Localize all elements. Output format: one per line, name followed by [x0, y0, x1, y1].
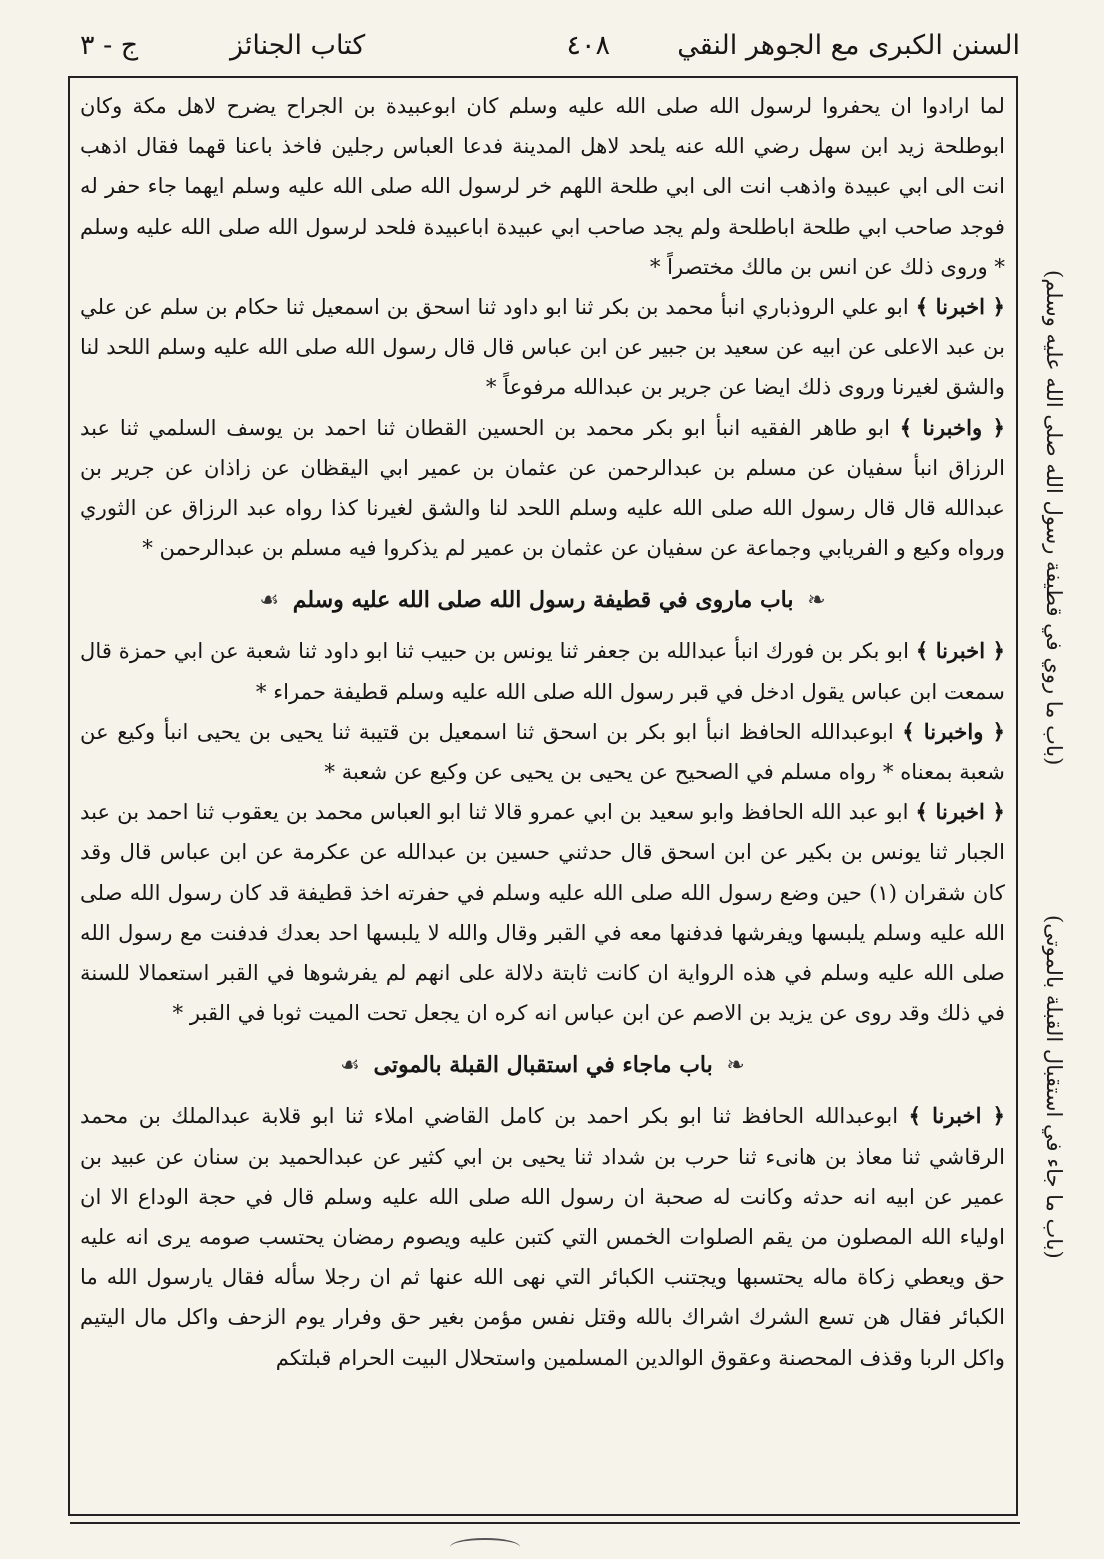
paragraph-text: ابوعبدالله الحافظ انبأ ابو بكر بن اسحق ثنا اسمعيل بن قتيبة ثنا يحيى بن يحيى انبأ وكيع عن شعبة بمعناه * رواه مسلم في الصحيح عن يحيى بن يحيى عن وكيع عن شعبة *	[80, 718, 1005, 785]
section-heading	[80, 1043, 1005, 1088]
source-marker: ﴿ اخبرنا ﴾	[915, 638, 1005, 664]
paragraph	[80, 792, 1005, 1033]
page-footer	[70, 1522, 1020, 1559]
paragraph-text: لما ارادوا ان يحفروا لرسول الله صلى الله عليه وسلم كان ابوعبيدة بن الجراح يضرح لاهل مكة وكان ابوطلحة زيد ابن سهل رضي الله عنه يلحد لاهل المدينة فدعا العباس رجلين فاخذ باعنا قهما فقال اذهب انت الى ابي عبيدة واذهب انت الى ابي طلحة اللهم خر لرسول الله صلى الله عليه وسلم ايهما جاء حفر له فوجد صاحب ابي طلحة اباطلحة ولم يجد صاحب ابي عبيدة اباعبيدة فلحد لرسول الله صلى الله عليه وسلم * وروى ذلك عن انس بن مالك مختصراً *	[80, 93, 1005, 279]
section-heading-text: باب ماروى في قطيفة رسول الله صلى الله عليه وسلم	[292, 587, 794, 614]
source-marker: ﴿ واخبرنا ﴾	[902, 718, 1005, 744]
paragraph	[80, 1096, 1005, 1377]
volume-number: ج - ٣	[80, 30, 139, 61]
page-header	[70, 30, 1020, 74]
paragraph-text: ابو بكر بن فورك انبأ عبدالله بن جعفر ثنا يونس بن حبيب ثنا ابو داود ثنا شعبة عن ابي حمزة قال سمعت ابن عباس يقول ادخل في قبر رسول الله صلى الله عليه وسلم قطيفة حمراء *	[80, 638, 1005, 704]
margin-note: (باب ما روي في قطيفة رسول الله صلى الله عليه وسلم)	[1042, 270, 1066, 766]
source-marker: ﴿ اخبرنا ﴾	[915, 294, 1005, 320]
margin-note: (باب ما جاء في استقبال القبلة بالموتى)	[1042, 915, 1066, 1259]
paragraph-text: ابو عبد الله الحافظ وابو سعيد بن ابي عمرو قالا ثنا ابو العباس محمد بن يعقوب ثنا احمد بن عبد الجبار ثنا يونس بن بكير عن ابن اسحق قال حدثني حسين بن عبدالله عن عكرمة عن ابن عباس قال وقد كان شقران (١) حين وضع رسول الله صلى الله عليه وسلم في حفرته اخذ قطيفة قد كان رسول الله صلى الله عليه وسلم يلبسها ويفرشها فدفنها معه في القبر وقال والله لا يلبسها احد بعدك فدفنت مع رسول الله صلى الله عليه وسلم في هذه الرواية ان كانت ثابتة دلالة على انهم لم يفرشوها في القبر استعمالا للسنة في ذلك وقد روى عن يزيد بن الاصم عن ابن عباس انه كره ان يجعل تحت الميت ثوبا في القبر *	[80, 799, 1005, 1026]
paragraph-text: ابوعبدالله الحافظ ثنا ابو بكر احمد بن كامل القاضي املاء ثنا ابو قلابة عبدالملك بن محمد الرقاشي ثنا معاذ بن هانىء ثنا حرب بن شداد ثنا يحيى بن ابي كثير عن عبدالحميد بن سنان عن عبيد بن عمير عن ابيه انه حدثه وكانت له صحبة ان رسول الله صلى الله عليه وسلم قال في حجة الوداع الا ان اولياء الله المصلون من يقم الصلوات الخمس التي كتبن عليه ويصوم رمضان يحتسب صومه يرى انه عليه حق ويعطي زكاة ماله يحتسبها ويجتنب الكبائر التي نهى الله عنها ثم ان رجلا سأله فقال يارسول الله ما الكبائر فقال هن تسع الشرك اشراك بالله وقتل نفس مؤمن بغير حق وفرار يوم الزحف واكل مال اليتيم واكل الربا وقذف المحصنة وعقوق الوالدين المسلمين واستحلال البيت الحرام قبلتكم	[80, 1103, 1005, 1370]
chapter-title: كتاب الجنائز	[230, 30, 366, 61]
paragraph	[80, 287, 1005, 408]
ornament-icon: ❧	[726, 1053, 745, 1079]
section-heading-text: باب ماجاء في استقبال القبلة بالموتى	[373, 1052, 713, 1079]
paragraph	[80, 712, 1005, 792]
ornament-icon: ☙	[259, 588, 280, 614]
page-content	[80, 86, 1005, 1506]
paragraph-text: ابو علي الروذباري انبأ محمد بن بكر ثنا ابو داود ثنا اسحق بن اسمعيل ثنا حكام بن سلم عن علي بن عبد الاعلى عن ابيه عن سعيد بن جبير عن ابن عباس قال قال رسول الله صلى الله عليه وسلم اللحد لنا والشق لغيرنا وروى ذلك ايضا عن جرير بن عبدالله مرفوعاً *	[80, 294, 1005, 400]
page-number: ٤٠٨	[566, 30, 610, 61]
section-heading	[80, 578, 1005, 623]
source-marker: ﴿ اخبرنا ﴾	[908, 1103, 1005, 1129]
paragraph-text: ابو طاهر الفقيه انبأ ابو بكر محمد بن الحسين القطان ثنا احمد بن يوسف السلمي ثنا عبد الرزاق انبأ سفيان عن مسلم بن عبدالرحمن عن عثمان بن عمير ابي اليقظان عن زاذان عن جرير بن عبدالله قال قال رسول الله صلى الله عليه وسلم اللحد لنا والشق لغيرنا كذا رواه عبد الرزاق عن الثوري ورواه وكيع و الفريابي وجماعة عن سفيان عن عثمان بن عمير لم يذكروا فيه مسلم بن عبدالرحمن *	[80, 414, 1005, 561]
paragraph	[80, 86, 1005, 287]
source-marker: ﴿ اخبرنا ﴾	[915, 799, 1005, 825]
ornament-icon: ☙	[340, 1053, 360, 1079]
paragraph	[80, 631, 1005, 711]
source-marker: ﴿ واخبرنا ﴾	[899, 414, 1005, 440]
footer-mark	[450, 1538, 520, 1556]
ornament-icon: ❧	[807, 588, 826, 614]
paragraph	[80, 408, 1005, 569]
book-title: السنن الكبرى مع الجوهر النقي	[677, 30, 1020, 61]
